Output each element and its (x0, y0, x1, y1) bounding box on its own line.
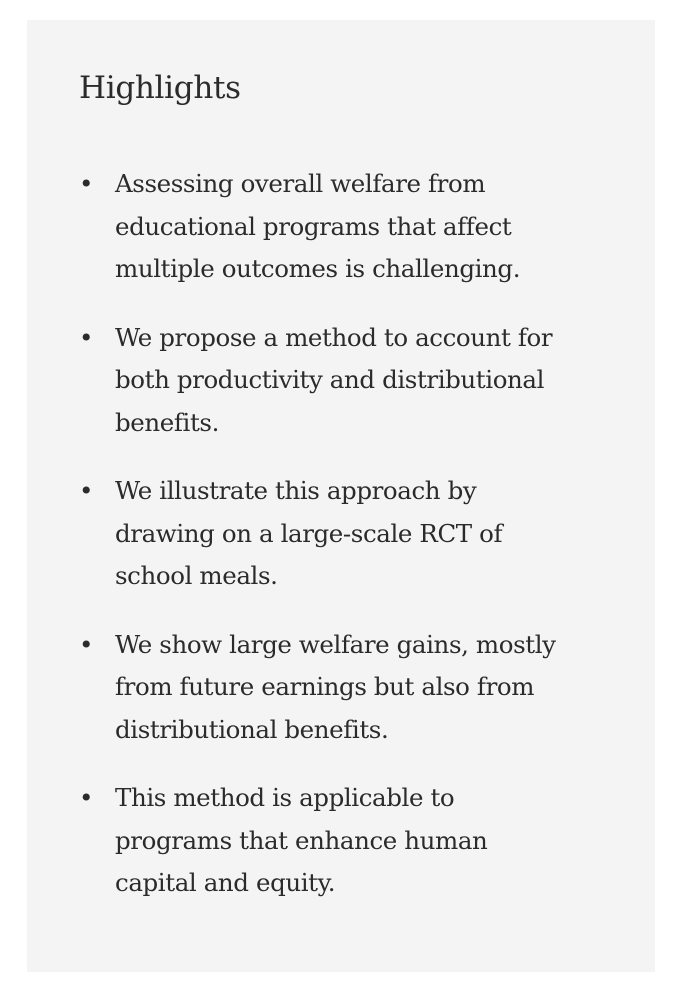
list-item-text: We propose a method to account for both productivity and distributional benefits. (115, 322, 553, 437)
highlights-list (79, 163, 559, 931)
list-item-text: This method is applicable to programs that enhance human capital and equity. (115, 783, 488, 897)
list-item (79, 317, 559, 445)
bullet-icon: • (79, 476, 94, 505)
bullet-icon: • (79, 169, 94, 198)
list-item (79, 470, 559, 598)
list-item (79, 163, 559, 291)
list-item (79, 777, 559, 905)
list-item-text: We show large welfare gains, mostly from future earnings but also from distributional benefits. (115, 629, 556, 744)
bullet-icon: • (79, 629, 94, 659)
bullet-icon: • (79, 783, 94, 812)
highlights-panel (27, 20, 655, 972)
bullet-icon: • (79, 322, 94, 352)
list-item-text: We illustrate this approach by drawing on a large-scale RCT of school meals. (115, 476, 503, 590)
highlights-title: Highlights (79, 70, 241, 106)
list-item-text: Assessing overall welfare from educational programs that affect multiple outcomes is challenging. (115, 169, 521, 283)
list-item (79, 624, 559, 752)
